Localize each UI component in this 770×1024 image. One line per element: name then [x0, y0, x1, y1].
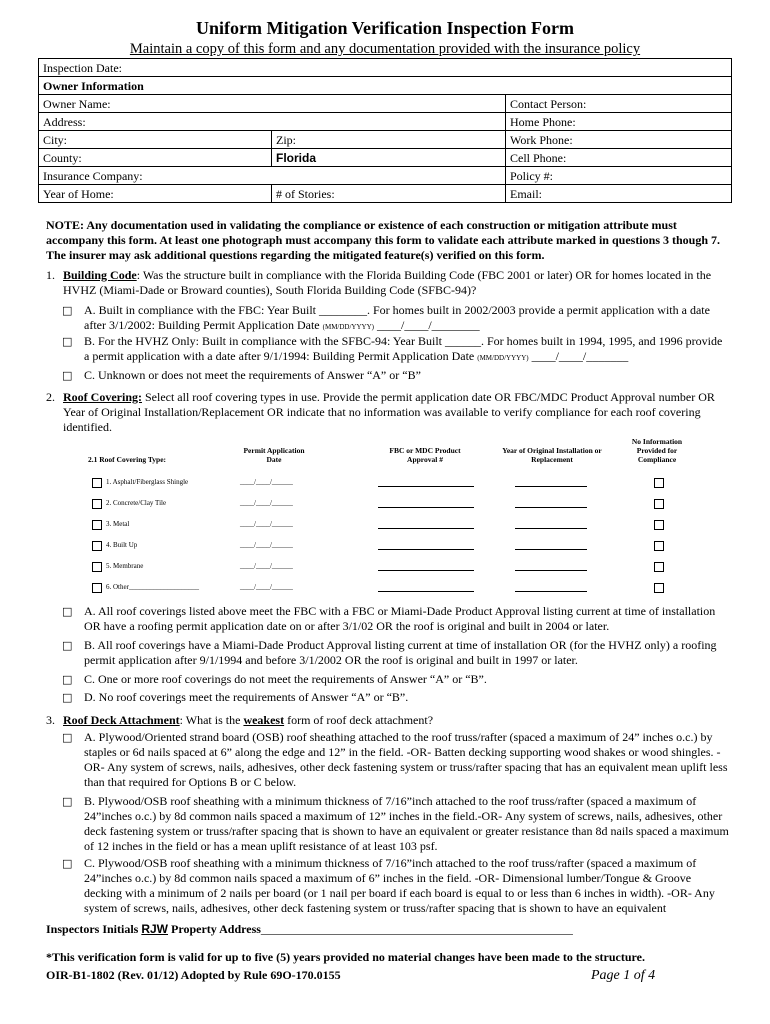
no-information-checkbox[interactable]	[654, 562, 664, 572]
year-installation-blank[interactable]	[515, 591, 587, 592]
roof-type-checkbox[interactable]	[92, 541, 102, 551]
q1-c-text: C. Unknown or does not meet the requirements of Answer “A” or “B”	[84, 368, 421, 382]
question-3	[46, 713, 734, 728]
q1-b-checkbox[interactable]: □	[62, 335, 73, 348]
owner-information-heading: Owner Information	[39, 77, 732, 95]
q3-option-a[interactable]	[62, 730, 730, 790]
address-field[interactable]: Address:	[39, 113, 506, 131]
question-2-number: 2.	[46, 390, 55, 404]
q2-option-d[interactable]	[62, 690, 730, 705]
roof-type-label: 5. Membrane	[106, 562, 144, 570]
q2-d-checkbox[interactable]: □	[62, 691, 73, 704]
q2-b-checkbox[interactable]: □	[62, 639, 73, 652]
product-approval-blank[interactable]	[378, 549, 474, 550]
form-subtitle: Maintain a copy of this form and any documentation provided with the insurance policy	[129, 41, 641, 57]
permit-date-blank[interactable]: ____/____/______	[240, 541, 293, 549]
q1-b-format: (MM/DD/YYYY)	[477, 354, 529, 362]
year-installation-blank[interactable]	[515, 549, 587, 550]
county-field[interactable]: County:	[39, 149, 272, 167]
product-approval-header: FBC or MDC Product Approval #	[389, 446, 461, 464]
q2-c-checkbox[interactable]: □	[62, 673, 73, 686]
question-1	[46, 268, 734, 298]
state-field[interactable]	[272, 149, 506, 167]
q3-a-checkbox[interactable]: □	[62, 731, 73, 744]
question-3-text-pre: : What is the	[179, 713, 244, 727]
owner-name-field[interactable]: Owner Name:	[39, 95, 506, 113]
question-1-text: : Was the structure built in compliance with the Florida Building Code (FBC 2001 or later) OR for homes located in the HVHZ (Miami-Dade or Broward counties), South Florida Building Code (SFBC-94)?	[63, 268, 712, 297]
state-value: Florida	[276, 150, 317, 165]
form-title: Uniform Mitigation Verification Inspection Form	[196, 18, 574, 38]
q3-option-b[interactable]	[62, 794, 730, 854]
zip-field[interactable]: Zip:	[272, 131, 506, 149]
year-installation-header: Year of Original Installation or Replacement	[502, 446, 602, 464]
q3-b-checkbox[interactable]: □	[62, 795, 73, 808]
initials-label: Inspectors Initials	[46, 922, 142, 936]
roof-type-checkbox[interactable]	[92, 520, 102, 530]
inspection-date-field[interactable]: Inspection Date:	[39, 59, 732, 77]
property-address-label: Property Address	[168, 922, 261, 936]
city-field[interactable]: City:	[39, 131, 272, 149]
property-address-blank[interactable]: ____________________________________________________	[260, 922, 573, 936]
q2-c-text: C. One or more roof coverings do not meet the requirements of Answer “A” or “B”.	[84, 672, 487, 686]
q2-d-text: D. No roof coverings meet the requirements of Answer “A” or “B”.	[84, 690, 409, 704]
no-information-checkbox[interactable]	[654, 478, 664, 488]
q3-option-c[interactable]	[62, 856, 730, 916]
q1-a-text: A. Built in compliance with the FBC: Year Built ________. For homes built in 2002/2003 provide a permit application with a date after 3/1/2002: Building Permit Application Date	[84, 303, 710, 332]
no-information-checkbox[interactable]	[654, 541, 664, 551]
q3-b-text: B. Plywood/OSB roof sheathing with a minimum thickness of 7/16”inch attached to the roof truss/rafter (spaced a maximum of 24”inches o.c.) by 8d common nails spaced a maximum of 12” inches in the field.-OR- Any system of screws, nails, adhesives, other deck fastening system or truss/rafter spacing that is shown to have an equivalent or greater resistance than 8d nails spaced a maximum of 12 inches in the field or has a mean uplift resistance of at least 103 psf.	[84, 794, 729, 853]
permit-date-blank[interactable]: ____/____/______	[240, 478, 293, 486]
roof-type-checkbox[interactable]	[92, 583, 102, 593]
initials-line	[46, 922, 573, 937]
product-approval-blank[interactable]	[378, 570, 474, 571]
year-of-home-field[interactable]: Year of Home:	[39, 185, 272, 203]
roof-type-label: 4. Built Up	[106, 541, 138, 549]
q1-a-checkbox[interactable]: □	[62, 304, 73, 317]
permit-date-blank[interactable]: ____/____/______	[240, 583, 293, 591]
owner-info-table	[38, 58, 732, 203]
product-approval-blank[interactable]	[378, 528, 474, 529]
inspector-initials-value[interactable]: RJW	[141, 922, 169, 936]
permit-date-blank[interactable]: ____/____/______	[240, 520, 293, 528]
year-installation-blank[interactable]	[515, 528, 587, 529]
product-approval-blank[interactable]	[378, 507, 474, 508]
question-3-text-post: form of roof deck attachment?	[284, 713, 434, 727]
question-2	[46, 390, 734, 435]
roof-type-header: 2.1 Roof Covering Type:	[88, 455, 167, 464]
question-3-number: 3.	[46, 713, 55, 727]
q1-option-a[interactable]	[62, 303, 730, 335]
product-approval-blank[interactable]	[378, 486, 474, 487]
q1-c-checkbox[interactable]: □	[62, 369, 73, 382]
form-id: OIR-B1-1802 (Rev. 01/12) Adopted by Rule 69O-170.0155	[46, 968, 341, 982]
q2-option-c[interactable]	[62, 672, 730, 687]
permit-date-blank[interactable]: ____/____/______	[240, 499, 293, 507]
q3-c-text: C. Plywood/OSB roof sheathing with a minimum thickness of 7/16”inch attached to the roof truss/rafter (spaced a maximum of 24”inches o.c.) by 8d common nails spaced a maximum of 6” inches in the field. -OR- Dimensional lumber/Tongue & Groove decking with a minimum of 2 nails per board (or 1 nail per board if each board is equal to or less than 6 inches in width). -OR- Any system of screws, nails, adhesives, other deck fastening system or truss/rafter spacing that is shown to have an equivalent	[84, 856, 715, 915]
q3-a-text: A. Plywood/Oriented strand board (OSB) roof sheathing attached to the roof truss/rafter (spaced a maximum of 24” inches o.c.) by staples or 6d nails spaced at 6” along the edge and 12” in the field. -OR- Batten decking supporting wood shakes or wood shingles. -OR- Any system of screws, nails, adhesives, other deck fastening system or truss/rafter spacing that has an equivalent mean uplift less than that required for Options B or C below.	[84, 730, 728, 789]
question-3-weakest: weakest	[243, 713, 285, 727]
roof-type-label: 1. Asphalt/Fiberglass Shingle	[106, 478, 189, 486]
question-2-text: Select all roof covering types in use. Provide the permit application date OR FBC/MDC Product Approval number OR Year of Original Installation/Replacement OR indicate that no information was available to verify compliance for each roof covering identified.	[63, 390, 715, 434]
permit-date-blank[interactable]: ____/____/______	[240, 562, 293, 570]
q2-b-text: B. All roof coverings have a Miami-Dade Product Approval listing current at time of installation OR (for the HVHZ only) a roofing permit application after 9/1/1994 and before 3/1/2002 OR the roof is original and built in 1997 or later.	[84, 638, 717, 667]
question-1-number: 1.	[46, 268, 55, 282]
page-number: Page 1 of 4	[591, 968, 656, 983]
question-1-title: Building Code	[63, 268, 137, 282]
year-installation-blank[interactable]	[515, 486, 587, 487]
roof-type-checkbox[interactable]	[92, 499, 102, 509]
home-phone-field[interactable]: Home Phone:	[506, 113, 732, 131]
q2-option-a[interactable]	[62, 604, 730, 634]
work-phone-field[interactable]: Work Phone:	[506, 131, 732, 149]
product-approval-blank[interactable]	[378, 591, 474, 592]
q2-a-text: A. All roof coverings listed above meet the FBC with a FBC or Miami-Dade Product Approval listing current at time of installation OR have a roofing permit application date on or after 3/1/02 OR the roof is original and built in 2004 or later.	[84, 604, 716, 633]
q1-a-date-blank[interactable]: ____/____/________	[373, 318, 480, 332]
roof-type-label: 6. Other____________________	[106, 583, 199, 591]
question-2-title: Roof Covering:	[63, 390, 142, 404]
cell-phone-field[interactable]: Cell Phone:	[506, 149, 732, 167]
q1-option-b[interactable]	[62, 334, 730, 366]
q2-option-b[interactable]	[62, 638, 730, 668]
q1-option-c[interactable]	[62, 368, 730, 383]
q1-b-text: B. For the HVHZ Only: Built in compliance with the SFBC-94: Year Built ______. For homes built in 1994, 1995, and 1996 provide a permit application with a date after 9/1/1994: Building Permit Application Date	[84, 334, 723, 363]
note-paragraph: NOTE: Any documentation used in validating the compliance or existence of each construction or mitigation attribute must accompany this form. At least one photograph must accompany this form to validate each attribute marked in questions 3 though 7. The insurer may ask additional questions regarding the mitigated feature(s) verified on this form.	[46, 218, 721, 262]
q1-b-date-blank[interactable]: ____/____/_______	[528, 349, 629, 363]
no-information-checkbox[interactable]	[654, 520, 664, 530]
contact-person-field[interactable]: Contact Person:	[506, 95, 732, 113]
no-information-checkbox[interactable]	[654, 499, 664, 509]
roof-type-label: 3. Metal	[106, 520, 130, 528]
no-information-checkbox[interactable]	[654, 583, 664, 593]
insurance-company-field[interactable]: Insurance Company:	[39, 167, 506, 185]
q1-a-format: (MM/DD/YYYY)	[322, 323, 374, 331]
roof-type-checkbox[interactable]	[92, 562, 102, 572]
roof-type-label: 2. Concrete/Clay Tile	[106, 499, 167, 507]
q3-c-checkbox[interactable]: □	[62, 857, 73, 870]
policy-field[interactable]: Policy #:	[506, 167, 732, 185]
year-installation-blank[interactable]	[515, 507, 587, 508]
permit-date-header: Permit Application Date	[243, 446, 305, 464]
stories-field[interactable]: # of Stories:	[272, 185, 506, 203]
roof-type-checkbox[interactable]	[92, 478, 102, 488]
email-field[interactable]: Email:	[506, 185, 732, 203]
no-information-header: No Information Provided for Compliance	[631, 437, 683, 464]
question-3-title: Roof Deck Attachment	[63, 713, 180, 727]
validity-note: *This verification form is valid for up to five (5) years provided no material changes have been made to the structure.	[46, 950, 645, 964]
q2-a-checkbox[interactable]: □	[62, 605, 73, 618]
year-installation-blank[interactable]	[515, 570, 587, 571]
